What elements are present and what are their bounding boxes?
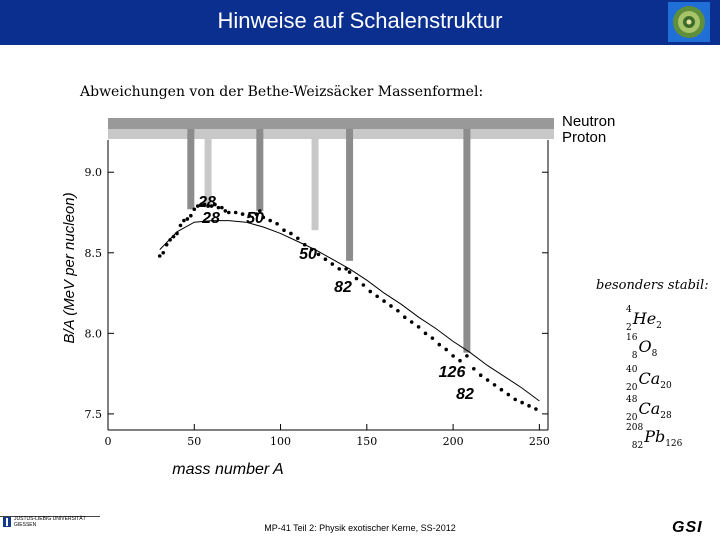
data-point [527, 404, 531, 408]
neutron-number: 126 [665, 438, 683, 449]
data-point [317, 253, 321, 257]
data-point [403, 315, 407, 319]
university-logo-text: JUSTUS-LIEBIG UNIVERSITÄT GIESSEN [14, 516, 86, 528]
neutron-number: 8 [651, 348, 658, 359]
proton-number: 82 [631, 441, 644, 452]
footer-text: MP-41 Teil 2: Physik exotischer Kerne, SS-2012 [264, 523, 456, 533]
y-axis-label: B/A (MeV per nucleon) [61, 192, 78, 344]
proton-magic-bar [312, 129, 319, 230]
data-point [220, 206, 224, 210]
data-point [192, 207, 196, 211]
data-point [500, 388, 504, 392]
mass-number: 16 [626, 333, 638, 343]
data-point [189, 214, 193, 218]
magic-number-label: 28 [202, 210, 220, 227]
data-point [410, 320, 414, 324]
element-symbol: He [632, 308, 657, 328]
proton-number: 20 [626, 413, 638, 424]
data-point [217, 206, 221, 210]
data-point [355, 277, 359, 281]
data-point [389, 304, 393, 308]
data-point [182, 219, 186, 223]
element-symbol: Pb [644, 426, 666, 446]
data-point [324, 257, 328, 261]
y-tick-label: 9.0 [84, 166, 102, 180]
nuclide-mass-charge [626, 306, 632, 333]
neutron-magic-bar [187, 129, 194, 209]
magic-number-label: 82 [456, 386, 474, 403]
proton-number: 8 [631, 351, 638, 362]
x-tick-label: 0 [104, 435, 112, 448]
data-point [451, 354, 455, 358]
stable-nuclides-title: besonders stabil: [596, 278, 709, 293]
nuclide-mass-charge [626, 366, 637, 393]
data-point [227, 211, 231, 215]
nuclide-ca-40 [626, 366, 672, 393]
title-banner [0, 0, 720, 45]
neutron-magic-bar [346, 129, 353, 261]
nuclide-mass-charge [626, 396, 637, 423]
data-point [368, 290, 372, 294]
binding-energy-chart [0, 100, 720, 500]
data-point [458, 359, 462, 363]
data-point [168, 238, 172, 242]
nuclide-mass-charge [626, 334, 637, 361]
data-point [282, 228, 286, 232]
data-point [268, 219, 272, 223]
data-point [296, 236, 300, 240]
magic-number-label: 28 [198, 194, 216, 211]
element-symbol: O [638, 336, 652, 356]
data-point [375, 294, 379, 298]
x-tick-label: 50 [187, 435, 202, 448]
neutron-number: 2 [656, 320, 662, 331]
magic-number-label: 126 [438, 364, 466, 381]
subtitle: Abweichungen von der Bethe-Weizsäcker Massenformel: [80, 84, 484, 100]
proton-band [108, 129, 554, 139]
x-tick-label: 100 [270, 435, 292, 448]
data-point [161, 251, 165, 255]
x-tick-label: 250 [528, 435, 550, 448]
nuclide-mass-charge [626, 424, 643, 451]
data-point [507, 393, 511, 397]
x-tick-label: 150 [356, 435, 378, 448]
data-point [396, 309, 400, 313]
legend-proton: Proton [562, 129, 607, 146]
magic-number-label: 50 [246, 210, 264, 227]
data-point [275, 222, 279, 226]
nuclide-ca-48 [626, 396, 672, 423]
mass-number: 40 [626, 365, 638, 375]
neutron-band [108, 118, 554, 129]
nuclide-pb-208 [626, 424, 682, 451]
neutron-magic-bar [463, 129, 470, 353]
data-point [437, 343, 441, 347]
data-point [479, 373, 483, 377]
data-point [175, 232, 179, 236]
data-point [465, 354, 469, 358]
data-point [493, 383, 497, 387]
magic-number-label: 50 [299, 246, 317, 263]
mass-number: 208 [626, 423, 644, 433]
data-point [520, 401, 524, 405]
gear-logo-icon [668, 2, 710, 42]
data-point [241, 212, 245, 216]
y-tick-label: 7.5 [84, 407, 102, 421]
element-symbol: Ca [638, 368, 661, 388]
y-tick-label: 8.5 [84, 246, 102, 260]
y-tick-label: 8.0 [84, 327, 102, 341]
element-symbol: Ca [638, 398, 661, 418]
data-point [431, 336, 435, 340]
data-point [158, 254, 162, 258]
data-point [382, 299, 386, 303]
nuclide-he-4 [626, 306, 662, 333]
data-point [186, 217, 190, 221]
data-point [362, 283, 366, 287]
mass-number: 48 [626, 395, 638, 405]
x-axis-label: mass number A [172, 461, 284, 478]
data-point [417, 325, 421, 329]
data-point [348, 270, 352, 274]
data-point [472, 367, 476, 371]
data-point [534, 407, 538, 411]
neutron-number: 20 [660, 380, 672, 391]
data-point [513, 398, 517, 402]
magic-number-label: 82 [334, 279, 352, 296]
proton-number: 20 [626, 383, 638, 394]
slide-title: Hinweise auf Schalenstruktur [217, 8, 503, 33]
data-point [179, 224, 183, 228]
data-point [165, 243, 169, 247]
data-point [486, 378, 490, 382]
gsi-logo: GSI [672, 519, 703, 536]
neutron-magic-bar [256, 129, 263, 211]
data-point [444, 348, 448, 352]
neutron-number: 28 [660, 410, 672, 421]
data-point [344, 267, 348, 271]
data-point [234, 211, 238, 215]
mass-number: 4 [626, 305, 632, 315]
data-point [331, 262, 335, 266]
data-point [337, 267, 341, 271]
legend-neutron: Neutron [562, 113, 616, 130]
data-point [224, 209, 228, 213]
data-point [424, 332, 428, 336]
data-point [172, 235, 176, 239]
nuclide-o-16 [626, 334, 657, 361]
x-tick-label: 200 [442, 435, 464, 448]
proton-number: 2 [626, 323, 632, 334]
data-point [289, 232, 293, 236]
